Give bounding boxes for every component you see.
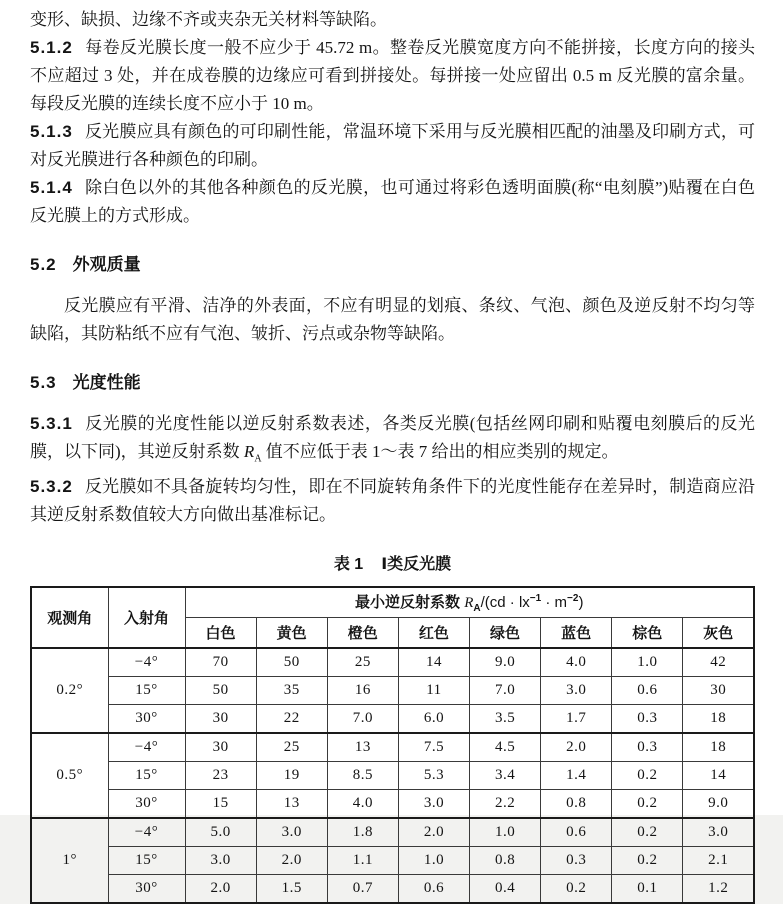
observation-angle-cell: 1°: [31, 818, 108, 903]
clause-text: 反光膜应具有颜色的可印刷性能，常温环境下采用与反光膜相匹配的油墨及印刷方式，可对反光膜进行各种颜色的印刷。: [30, 122, 755, 169]
intro-text: 变形、缺损、边缘不齐或夹杂无关材料等缺陷。: [30, 10, 387, 29]
coefficient-value-cell: 1.0: [398, 847, 469, 875]
clause-number: 5.1.3: [30, 122, 73, 141]
coefficient-value-cell: 30: [185, 705, 256, 734]
coefficient-value-cell: 0.2: [612, 818, 683, 847]
coefficient-value-cell: 1.0: [612, 648, 683, 677]
coefficient-value-cell: 5.0: [185, 818, 256, 847]
coefficient-value-cell: 7.0: [470, 677, 541, 705]
coefficient-value-cell: 25: [256, 733, 327, 762]
color-header-orange: 橙色: [327, 618, 398, 649]
table-header-row-1: [31, 587, 754, 618]
observation-angle-header: 观测角: [31, 587, 108, 648]
color-header-gray: 灰色: [683, 618, 754, 649]
coefficient-value-cell: 7.5: [398, 733, 469, 762]
clause-text-after: 值不应低于表 1～表 7 给出的相应类别的规定。: [261, 442, 619, 461]
color-header-green: 绿色: [470, 618, 541, 649]
coefficient-value-cell: 3.4: [470, 762, 541, 790]
clause-number: 5.1.2: [30, 38, 73, 57]
paragraph-text: 反光膜应有平滑、洁净的外表面，不应有明显的划痕、条纹、气泡、颜色及逆反射不均匀等缺陷，其防粘纸不应有气泡、皱折、污点或杂物等缺陷。: [30, 296, 755, 343]
coefficient-value-cell: 0.3: [612, 705, 683, 734]
coefficient-value-cell: 0.6: [541, 818, 612, 847]
coefficient-value-cell: 3.5: [470, 705, 541, 734]
clause-text-before: 反光膜的光度性能以逆反射系数表述，各类反光膜(包括丝网印刷和贴覆电刻膜后的反光膜，以下同)，其逆反射系数: [30, 414, 755, 461]
incidence-angle-cell: 15°: [108, 762, 185, 790]
coefficient-value-cell: 0.6: [612, 677, 683, 705]
unit-mid2: · m: [541, 594, 568, 612]
clause-text: 每卷反光膜长度一般不应少于 45.72 m。整卷反光膜宽度方向不能拼接，长度方向的接头不应超过 3 处，并在成卷膜的边缘应可看到拼接处。每拼接一处应留出 0.5 m 反光膜的富余量。每段反光膜的连续长度不应小于 10 m。: [30, 38, 755, 113]
table-title-text: Ⅰ类反光膜: [381, 556, 452, 574]
incidence-angle-cell: −4°: [108, 733, 185, 762]
coefficient-value-cell: 0.2: [541, 875, 612, 904]
coefficient-value-cell: 0.2: [612, 790, 683, 819]
incidence-angle-header: 入射角: [108, 587, 185, 648]
coefficient-value-cell: 1.0: [470, 818, 541, 847]
ra-symbol: R: [464, 595, 474, 612]
coefficient-value-cell: 14: [398, 648, 469, 677]
coefficient-value-cell: 4.5: [470, 733, 541, 762]
table-title-number: 表 1: [333, 556, 364, 574]
coefficient-value-cell: 0.8: [541, 790, 612, 819]
table-header: [31, 587, 754, 648]
observation-angle-cell: 0.2°: [31, 648, 108, 733]
table-body: [31, 648, 754, 903]
clause-5-1-3: [30, 118, 755, 174]
coefficient-value-cell: 4.0: [327, 790, 398, 819]
ra-subscript: A: [473, 603, 481, 615]
coefficient-value-cell: 1.1: [327, 847, 398, 875]
clause-number: 5.3.2: [30, 477, 73, 497]
unit-suffix: ): [578, 594, 584, 612]
color-header-yellow: 黄色: [256, 618, 327, 649]
table-row: [31, 818, 754, 847]
section-heading-5-2: [30, 254, 755, 276]
ra-coefficient-subscript: A: [254, 453, 262, 465]
coefficient-value-cell: 9.0: [683, 790, 754, 819]
incidence-angle-cell: −4°: [108, 818, 185, 847]
coefficient-value-cell: 3.0: [256, 818, 327, 847]
coefficient-value-cell: 8.5: [327, 762, 398, 790]
coefficient-value-cell: 0.1: [612, 875, 683, 904]
incidence-angle-cell: 15°: [108, 847, 185, 875]
unit-superscript-2: −2: [567, 593, 579, 605]
coefficient-value-cell: 9.0: [470, 648, 541, 677]
coefficient-value-cell: 23: [185, 762, 256, 790]
table-row: [31, 648, 754, 677]
coefficient-value-cell: 3.0: [398, 790, 469, 819]
coefficient-value-cell: 0.8: [470, 847, 541, 875]
section-heading-5-3: [30, 372, 755, 394]
unit-mid1: /(cd · lx: [480, 594, 530, 612]
coefficient-value-cell: 2.0: [541, 733, 612, 762]
coefficient-value-cell: 4.0: [541, 648, 612, 677]
coefficient-value-cell: 2.1: [683, 847, 754, 875]
clause-5-1-2: [30, 34, 755, 118]
coefficient-value-cell: 13: [327, 733, 398, 762]
coefficient-value-cell: 25: [327, 648, 398, 677]
table-1-class-i-reflective-film: [30, 586, 755, 904]
incidence-angle-cell: 30°: [108, 705, 185, 734]
coefficient-value-cell: 42: [683, 648, 754, 677]
coefficient-value-cell: 0.3: [541, 847, 612, 875]
coefficient-value-cell: 6.0: [398, 705, 469, 734]
coefficient-value-cell: 3.0: [185, 847, 256, 875]
heading-title: 外观质量: [72, 255, 141, 274]
heading-number: 5.3: [30, 373, 57, 392]
table-row: [31, 733, 754, 762]
coefficient-value-cell: 0.2: [612, 847, 683, 875]
clause-5-3-1: [30, 410, 755, 473]
coefficient-value-cell: 0.7: [327, 875, 398, 904]
coefficient-value-cell: 2.0: [398, 818, 469, 847]
color-header-white: 白色: [185, 618, 256, 649]
color-header-red: 红色: [398, 618, 469, 649]
incidence-angle-cell: 30°: [108, 875, 185, 904]
intro-continuation-line: [30, 6, 755, 34]
table-row: [31, 790, 754, 819]
coefficient-value-cell: 3.0: [541, 677, 612, 705]
clause-text: 除白色以外的其他各种颜色的反光膜，也可通过将彩色透明面膜(称“电刻膜”)贴覆在白色反光膜上的方式形成。: [30, 178, 755, 225]
color-header-brown: 棕色: [612, 618, 683, 649]
coefficient-value-cell: 1.8: [327, 818, 398, 847]
table-row: [31, 705, 754, 734]
coefficient-value-cell: 18: [683, 705, 754, 734]
coefficient-value-cell: 1.5: [256, 875, 327, 904]
coefficient-value-cell: 0.2: [612, 762, 683, 790]
incidence-angle-cell: 30°: [108, 790, 185, 819]
clause-5-3-2: [30, 473, 755, 529]
table-row: [31, 762, 754, 790]
coefficient-value-cell: 2.0: [185, 875, 256, 904]
coefficient-value-cell: 35: [256, 677, 327, 705]
coefficient-value-cell: 1.4: [541, 762, 612, 790]
clause-number: 5.3.1: [30, 414, 73, 433]
observation-angle-cell: 0.5°: [31, 733, 108, 818]
coefficient-value-cell: 2.2: [470, 790, 541, 819]
table-row: [31, 847, 754, 875]
coefficient-value-cell: 14: [683, 762, 754, 790]
coefficient-value-cell: 2.0: [256, 847, 327, 875]
table-row: [31, 677, 754, 705]
unit-prefix: 最小逆反射系数: [355, 594, 465, 612]
clause-number: 5.1.4: [30, 178, 73, 197]
clause-5-1-4: [30, 174, 755, 230]
paragraph-5-2: [30, 292, 755, 348]
coefficient-value-cell: 1.7: [541, 705, 612, 734]
coefficient-value-cell: 70: [185, 648, 256, 677]
clause-text: 反光膜如不具备旋转均匀性，即在不同旋转角条件下的光度性能存在差异时，制造商应沿其逆反射系数值较大方向做出基准标记。: [30, 477, 755, 525]
coefficient-value-cell: 13: [256, 790, 327, 819]
unit-superscript-1: −1: [529, 593, 542, 605]
coefficient-value-cell: 30: [185, 733, 256, 762]
color-header-blue: 蓝色: [541, 618, 612, 649]
coefficient-value-cell: 1.2: [683, 875, 754, 904]
coefficient-value-cell: 0.4: [470, 875, 541, 904]
heading-title: 光度性能: [72, 373, 141, 392]
ra-coefficient-symbol: R: [243, 442, 255, 461]
coefficient-value-cell: 19: [256, 762, 327, 790]
coefficient-value-cell: 50: [256, 648, 327, 677]
coefficient-value-cell: 30: [683, 677, 754, 705]
coefficient-value-cell: 0.3: [612, 733, 683, 762]
coefficient-value-cell: 7.0: [327, 705, 398, 734]
coefficient-value-cell: 3.0: [683, 818, 754, 847]
coefficient-value-cell: 22: [256, 705, 327, 734]
table-row: [31, 875, 754, 904]
table-1-title: [30, 551, 755, 574]
coefficient-value-cell: 50: [185, 677, 256, 705]
coefficient-value-cell: 11: [398, 677, 469, 705]
incidence-angle-cell: 15°: [108, 677, 185, 705]
coefficient-value-cell: 15: [185, 790, 256, 819]
coefficient-value-cell: 16: [327, 677, 398, 705]
coefficient-value-cell: 0.6: [398, 875, 469, 904]
coefficient-unit-header: [185, 587, 754, 618]
coefficient-value-cell: 5.3: [398, 762, 469, 790]
coefficient-value-cell: 18: [683, 733, 754, 762]
heading-number: 5.2: [30, 255, 57, 274]
incidence-angle-cell: −4°: [108, 648, 185, 677]
